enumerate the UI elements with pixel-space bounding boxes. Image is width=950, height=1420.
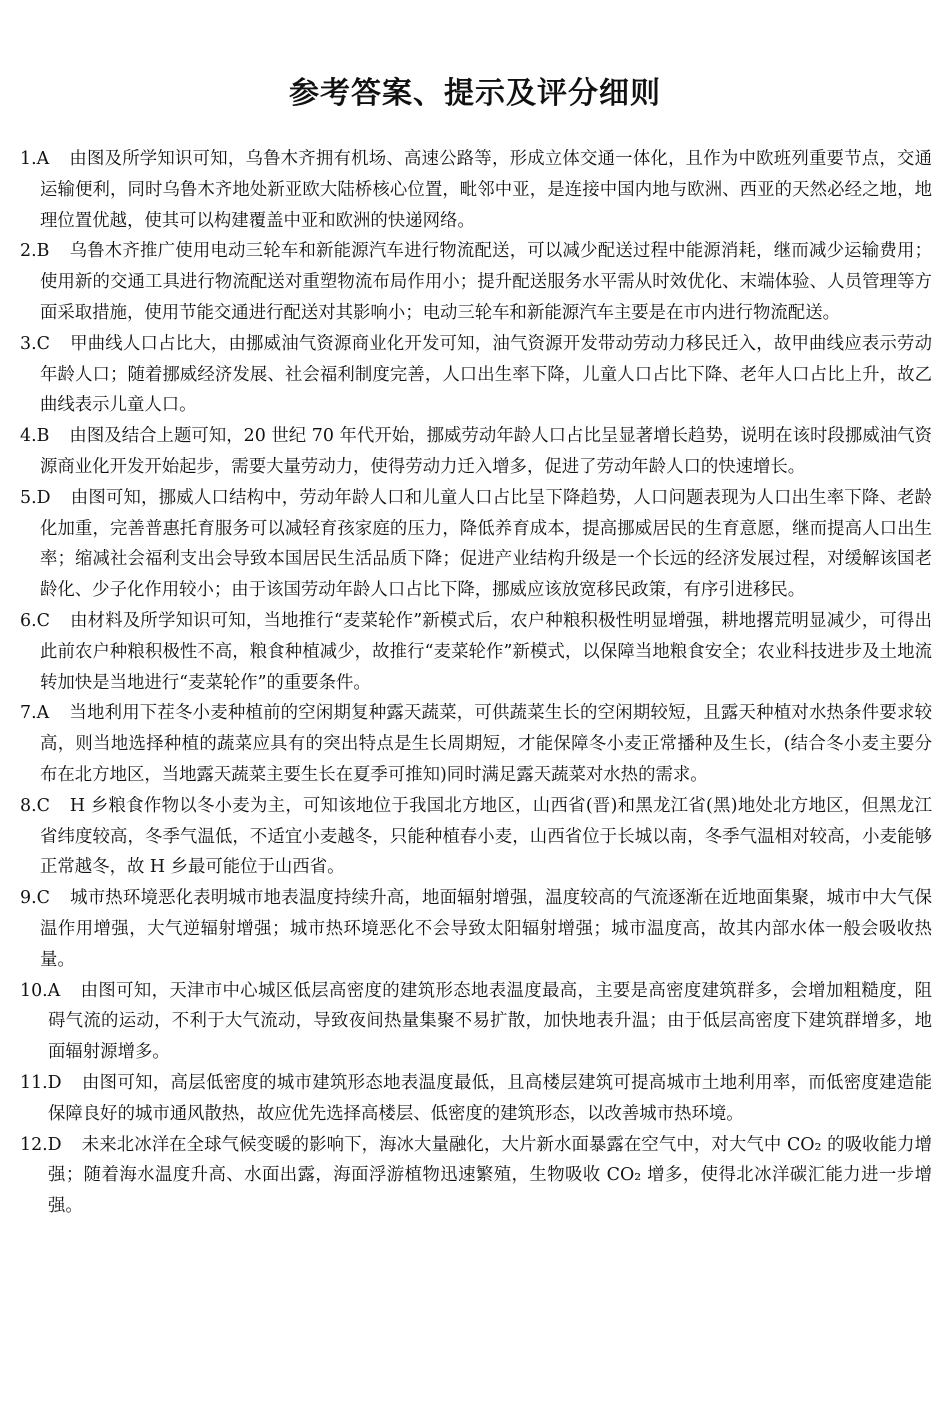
item-number: 3. — [20, 333, 37, 354]
answer-list — [20, 144, 932, 1222]
item-answer: C — [36, 795, 50, 816]
item-explanation: 城市热环境恶化表明城市地表温度持续升高，地面辐射增强，温度较高的气流逐渐在近地面集聚，城市中大气保温作用增强，大气逆辐射增强；城市热环境恶化不会导致太阳辐射增强；城市温度高，故其内部水体一般会吸收热量。 — [40, 888, 932, 970]
answer-item-7 — [20, 698, 932, 790]
answer-item-4 — [20, 421, 932, 483]
item-answer: C — [36, 888, 50, 909]
answer-item-1 — [20, 144, 932, 236]
item-number: 9. — [20, 888, 37, 909]
item-explanation: 由图可知，高层低密度的城市建筑形态地表温度最低，且高楼层建筑可提高城市土地利用率，而低密度建造能保障良好的城市通风散热，故应优先选择高楼层、低密度的建筑形态，以改善城市热环境。 — [48, 1072, 932, 1124]
answer-item-9 — [20, 883, 932, 975]
item-answer: D — [36, 487, 51, 508]
item-answer: A — [36, 149, 50, 169]
answer-item-3 — [20, 329, 932, 421]
answer-item-6 — [20, 606, 932, 698]
item-number: 10. — [20, 980, 48, 1001]
page-title: 参考答案、提示及评分细则 — [289, 76, 661, 111]
item-number: 1. — [20, 149, 37, 169]
item-answer: B — [36, 241, 50, 262]
item-explanation: 当地利用下茬冬小麦种植前的空闲期复种露天蔬菜，可供蔬菜生长的空闲期较短，且露天种植对水热条件要求较高，则当地选择种植的蔬菜应具有的突出特点是生长周期短，才能保障冬小麦正常播种及生长，(结合冬小麦主要分布在北方地区，当地露天蔬菜主要生长在夏季可推知)同时满足露天蔬菜对水热的需求。 — [40, 703, 932, 785]
answer-item-12 — [20, 1130, 932, 1222]
item-answer: C — [36, 333, 50, 354]
item-explanation: 由图及所学知识可知，乌鲁木齐拥有机场、高速公路等，形成立体交通一体化，且作为中欧班列重要节点，交通运输便利，同时乌鲁木齐地处新亚欧大陆桥核心位置，毗邻中亚，是连接中国内地与欧洲、西亚的天然必经之地，地理位置优越，使其可以构建覆盖中亚和欧洲的快递网络。 — [40, 149, 932, 231]
item-answer: B — [36, 426, 50, 447]
item-answer: A — [47, 980, 61, 1001]
item-explanation: 由图及结合上题可知，20 世纪 70 年代开始，挪威劳动年龄人口占比呈显著增长趋势，说明在该时段挪威油气资源商业化开发开始起步，需要大量劳动力，使得劳动力迁入增多，促进了劳动年龄人口的快速增长。 — [40, 426, 932, 477]
item-explanation: 由图可知，挪威人口结构中，劳动年龄人口和儿童人口占比呈下降趋势，人口问题表现为人口出生率下降、老龄化加重，完善普惠托育服务可以减轻育孩家庭的压力，降低养育成本，提高挪威居民的生育意愿，继而提高人口出生率；缩减社会福利支出会导致本国居民生活品质下降；促进产业结构升级是一个长远的经济发展过程，对缓解该国老龄化、少子化作用较小；由于该国劳动年龄人口占比下降，挪威应该放宽移民政策，有序引进移民。 — [40, 487, 932, 601]
item-number: 11. — [20, 1072, 48, 1093]
answer-item-2 — [20, 236, 932, 328]
item-answer: A — [36, 703, 50, 724]
item-number: 12. — [20, 1134, 48, 1155]
item-number: 4. — [20, 426, 37, 447]
answer-item-5 — [20, 483, 932, 606]
answer-item-8 — [20, 791, 932, 883]
answer-item-11 — [20, 1068, 932, 1130]
item-explanation: H 乡粮食作物以冬小麦为主，可知该地位于我国北方地区，山西省(晋)和黑龙江省(黑)地处北方地区，但黑龙江省纬度较高，冬季气温低，不适宜小麦越冬，只能种植春小麦，山西省位于长城以南，冬季气温相对较高，小麦能够正常越冬，故 H 乡最可能位于山西省。 — [40, 795, 932, 878]
item-answer: C — [36, 610, 50, 631]
item-number: 2. — [20, 241, 37, 262]
answer-item-10 — [20, 976, 932, 1068]
item-number: 8. — [20, 795, 37, 816]
item-explanation: 甲曲线人口占比大，由挪威油气资源商业化开发可知，油气资源开发带动劳动力移民迁入，故甲曲线应表示劳动年龄人口；随着挪威经济发展、社会福利制度完善，人口出生率下降，儿童人口占比下降、老年人口占比上升，故乙曲线表示儿童人口。 — [40, 333, 932, 416]
item-explanation: 未来北冰洋在全球气候变暖的影响下，海冰大量融化，大片新水面暴露在空气中，对大气中 CO₂ 的吸收能力增强；随着海水温度升高、水面出露，海面浮游植物迅速繁殖，生物吸收 CO₂ 增多，使得北冰洋碳汇能力进一步增强。 — [48, 1134, 932, 1217]
item-answer: D — [47, 1134, 62, 1155]
item-number: 6. — [20, 610, 37, 631]
item-number: 5. — [20, 487, 37, 508]
item-explanation: 由材料及所学知识可知，当地推行“麦菜轮作”新模式后，农户种粮积极性明显增强，耕地撂荒明显减少，可得出此前农户种粮积极性不高，粮食种植减少，故推行“麦菜轮作”新模式，以保障当地粮食安全；农业科技进步及土地流转加快是当地进行“麦菜轮作”的重要条件。 — [40, 610, 932, 693]
item-answer: D — [47, 1072, 62, 1093]
item-number: 7. — [20, 703, 37, 724]
item-explanation: 由图可知，天津市中心城区低层高密度的建筑形态地表温度最高，主要是高密度建筑群多，会增加粗糙度，阻碍气流的运动，不利于大气流动，导致夜间热量集聚不易扩散，加快地表升温；由于低层高密度下建筑群增多，地面辐射源增多。 — [48, 980, 932, 1063]
item-explanation: 乌鲁木齐推广使用电动三轮车和新能源汽车进行物流配送，可以减少配送过程中能源消耗，继而减少运输费用；使用新的交通工具进行物流配送对重塑物流布局作用小；提升配送服务水平需从时效优化、末端体验、人员管理等方面采取措施，使用节能交通进行配送对其影响小；电动三轮车和新能源汽车主要是在市内进行物流配送。 — [40, 241, 932, 323]
